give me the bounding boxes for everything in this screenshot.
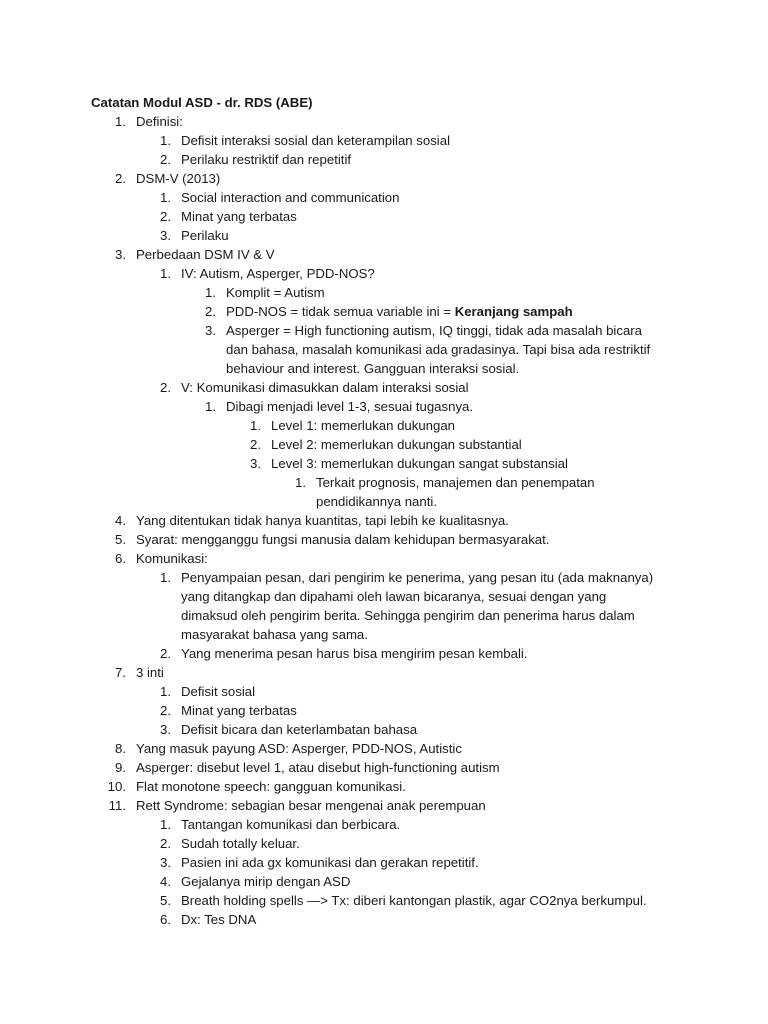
list-marker: 1. — [160, 266, 171, 281]
list-item-text — [181, 188, 399, 207]
list-item-text — [136, 112, 183, 131]
list-item-body: Asperger = High functioning autism, IQ tinggi, tidak ada masalah bicara — [226, 323, 642, 338]
list-item-text — [136, 549, 208, 568]
list-item-body: Penyampaian pesan, dari pengirim ke penerima, yang pesan itu (ada maknanya) — [181, 570, 654, 585]
list-marker: 4. — [115, 513, 126, 528]
list-item-body: dimaksud oleh pengirim berita. Sehingga pengirim dan penerima harus dalam — [181, 608, 635, 623]
list-item-body: Flat monotone speech: gangguan komunikasi. — [136, 779, 406, 794]
list-item-body: dan bahasa, masalah komunikasi ada gradasinya. Tapi bisa ada restriktif — [226, 342, 651, 357]
list-item-body: Defisit bicara dan keterlambatan bahasa — [181, 722, 418, 737]
list-marker: 2. — [160, 703, 171, 718]
list-item-text — [316, 492, 437, 511]
list-item-text — [181, 625, 368, 644]
list-marker: 8. — [115, 741, 126, 756]
list-item-body: Rett Syndrome: sebagian besar mengenai anak perempuan — [136, 798, 486, 813]
list-marker: 3. — [250, 456, 261, 471]
list-marker: 1. — [160, 190, 171, 205]
list-item-text — [181, 264, 375, 283]
list-item-text — [271, 454, 568, 473]
list-item-text — [181, 131, 450, 150]
list-item-body: Pasien ini ada gx komunikasi dan gerakan repetitif. — [181, 855, 479, 870]
list-item-body: Minat yang terbatas — [181, 703, 297, 718]
list-item-text — [226, 359, 519, 378]
list-item-body: Definisi: — [136, 114, 183, 129]
list-item-text — [181, 701, 297, 720]
document-title: Catatan Modul ASD - dr. RDS (ABE) — [91, 95, 313, 110]
list-item-text — [226, 321, 642, 340]
list-item-body: Sudah totally keluar. — [181, 836, 300, 851]
list-item-text — [136, 796, 486, 815]
emphasis-text: Keranjang sampah — [454, 304, 573, 319]
list-marker: 3. — [115, 247, 126, 262]
list-marker: 6. — [115, 551, 126, 566]
list-item-text — [181, 150, 351, 169]
list-marker: 2. — [160, 152, 171, 167]
list-item-body: Tantangan komunikasi dan berbicara. — [181, 817, 401, 832]
list-marker: 2. — [160, 209, 171, 224]
list-item-text — [226, 340, 650, 359]
list-marker: 1. — [250, 418, 261, 433]
list-item-body: PDD-NOS = tidak semua variable ini = — [226, 304, 455, 319]
list-item-body: Level 3: memerlukan dukungan sangat substansial — [271, 456, 568, 471]
list-item-text — [316, 473, 595, 492]
list-marker: 1. — [160, 570, 171, 585]
list-item-text — [181, 720, 417, 739]
list-item-text — [226, 302, 573, 321]
list-item-body: pendidikannya nanti. — [316, 494, 437, 509]
list-item-body: DSM-V (2013) — [136, 171, 221, 186]
list-item-text — [271, 416, 455, 435]
list-marker: 3. — [160, 228, 171, 243]
list-item-body: Komplit = Autism — [226, 285, 325, 300]
list-item-text — [226, 283, 325, 302]
list-item-text — [181, 568, 653, 587]
list-marker: 1. — [160, 133, 171, 148]
list-marker: 9. — [115, 760, 126, 775]
list-marker: 5. — [115, 532, 126, 547]
list-marker: 1. — [160, 684, 171, 699]
list-item-text — [181, 207, 297, 226]
list-item-text — [181, 853, 479, 872]
list-marker: 2. — [160, 380, 171, 395]
list-item-body: Dibagi menjadi level 1-3, sesuai tugasnya. — [226, 399, 474, 414]
list-item-body: Dx: Tes DNA — [181, 912, 257, 927]
list-item-text — [136, 739, 462, 758]
list-item-text — [181, 682, 255, 701]
list-item-text — [181, 834, 300, 853]
list-item-body: Gejalanya mirip dengan ASD — [181, 874, 351, 889]
list-item-body: Defisit interaksi sosial dan keterampilan sosial — [181, 133, 450, 148]
list-marker: 11. — [108, 798, 126, 813]
list-item-body: Yang ditentukan tidak hanya kuantitas, tapi lebih ke kualitasnya. — [136, 513, 509, 528]
list-item-body: Yang masuk payung ASD: Asperger, PDD-NOS, Autistic — [136, 741, 462, 756]
list-marker: 1. — [205, 285, 216, 300]
list-marker: 4. — [160, 874, 171, 889]
list-marker: 2. — [115, 171, 126, 186]
list-item-text — [136, 169, 220, 188]
list-item-body: Komunikasi: — [136, 551, 208, 566]
list-item-body: Level 2: memerlukan dukungan substantial — [271, 437, 522, 452]
list-item-text — [181, 891, 647, 910]
list-item-text — [181, 815, 400, 834]
list-marker: 3. — [160, 855, 171, 870]
list-item-body: Terkait prognosis, manajemen dan penempatan — [316, 475, 595, 490]
list-item-text — [226, 397, 473, 416]
list-item-body: Syarat: mengganggu fungsi manusia dalam kehidupan bermasyarakat. — [136, 532, 550, 547]
list-marker: 5. — [160, 893, 171, 908]
list-marker: 10. — [107, 779, 126, 794]
list-item-text — [136, 511, 509, 530]
list-marker: 2. — [205, 304, 216, 319]
list-item-body: Perbedaan DSM IV & V — [136, 247, 275, 262]
list-marker: 2. — [250, 437, 261, 452]
list-item-body: Perilaku restriktif dan repetitif — [181, 152, 352, 167]
list-item-text — [136, 530, 549, 549]
list-item-text — [136, 777, 406, 796]
list-marker: 3. — [205, 323, 216, 338]
list-item-body: IV: Autism, Asperger, PDD-NOS? — [181, 266, 375, 281]
list-item-text — [181, 606, 635, 625]
list-item-text — [136, 245, 275, 264]
list-item-body: Level 1: memerlukan dukungan — [271, 418, 456, 433]
list-item-body: masyarakat bahasa yang sama. — [181, 627, 368, 642]
list-marker: 1. — [115, 114, 126, 129]
list-marker: 2. — [160, 836, 171, 851]
list-marker: 2. — [160, 646, 171, 661]
list-item-text — [181, 872, 350, 891]
list-item-body: Minat yang terbatas — [181, 209, 297, 224]
list-marker: 7. — [115, 665, 126, 680]
list-item-text — [181, 644, 527, 663]
list-item-text — [181, 587, 606, 606]
list-item-text — [271, 435, 522, 454]
list-item-body: yang ditangkap dan dipahami oleh lawan bicaranya, sesuai dengan yang — [181, 589, 607, 604]
list-item-body: Social interaction and communication — [181, 190, 400, 205]
list-item-body: V: Komunikasi dimasukkan dalam interaksi sosial — [181, 380, 469, 395]
list-item-body: 3 inti — [136, 665, 164, 680]
list-item-text — [181, 378, 469, 397]
list-item-body: Defisit sosial — [181, 684, 256, 699]
list-marker: 3. — [160, 722, 171, 737]
list-item-body: Asperger: disebut level 1, atau disebut high-functioning autism — [136, 760, 500, 775]
list-item-text — [136, 663, 164, 682]
list-item-text — [181, 226, 229, 245]
list-item-text — [136, 758, 500, 777]
list-marker: 1. — [295, 475, 306, 490]
list-marker: 6. — [160, 912, 171, 927]
list-item-body: Yang menerima pesan harus bisa mengirim pesan kembali. — [181, 646, 528, 661]
list-item-text — [181, 910, 256, 929]
list-marker: 1. — [160, 817, 171, 832]
list-marker: 1. — [205, 399, 216, 414]
list-item-body: behaviour and interest. Gangguan interaksi sosial. — [226, 361, 520, 376]
list-item-body: Breath holding spells —> Tx: diberi kantongan plastik, agar CO2nya berkumpul. — [181, 893, 647, 908]
list-item-body: Perilaku — [181, 228, 229, 243]
